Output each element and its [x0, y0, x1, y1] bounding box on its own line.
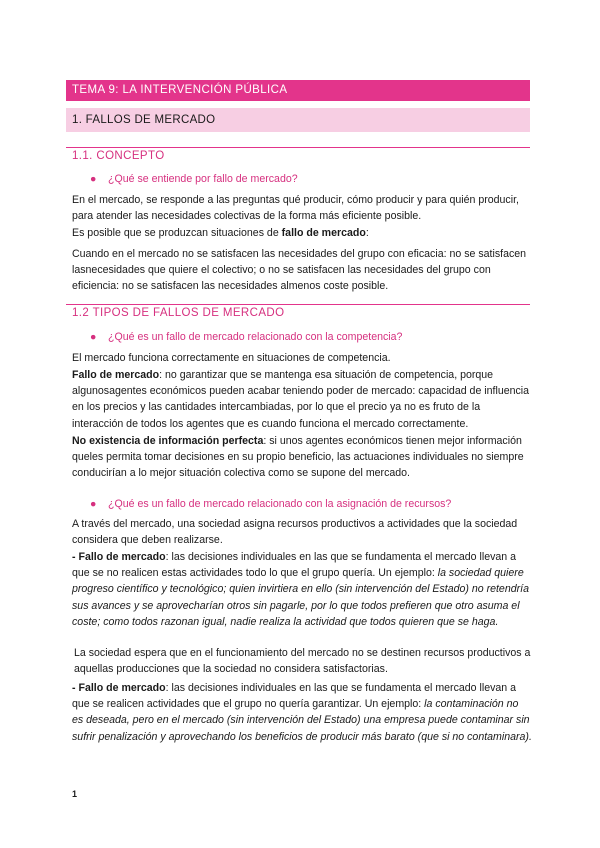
- bullet-icon: ●: [90, 498, 97, 510]
- paragraph: - Fallo de mercado: las decisiones individuales en las que se fundamenta el mercado llevan a que se no realicen estas actividades todo lo que el grupo quería. Un ejemplo: la sociedad quiere progreso científico y tecnológico; quien invirtiera en ello (sin intervención del Estado) no retendría sus avances y se aprovecharían otros sin pagarle, por lo que todos prefieren que otro asuma el coste; como todos razonan igual, nadie realiza la actividad que todos quieren que se haga.: [72, 551, 529, 628]
- subsection-heading-types: 1.2 TIPOS DE FALLOS DE MERCADO: [66, 304, 530, 322]
- subsection-heading-concept: 1.1. CONCEPTO: [66, 147, 530, 165]
- bullet-question: ● ¿Qué se entiende por fallo de mercado?: [90, 173, 298, 185]
- bullet-question: ● ¿Qué es un fallo de mercado relacionado con la asignación de recursos?: [90, 498, 452, 510]
- paragraph: Fallo de mercado: no garantizar que se mantenga esa situación de competencia, porque algunosagentes económicos pueden acabar teniendo poder de mercado: capacidad de influencia en los precios y las cantidades intercambiadas, por lo que el precio ya no es fruto de la interacción de todos los agentes que es cuando funciona el mercado correctamente.: [72, 369, 530, 430]
- bullet-question: ● ¿Qué es un fallo de mercado relacionado con la competencia?: [90, 331, 403, 343]
- paragraph: La sociedad espera que en el funcionamiento del mercado no se destinen recursos productivos a aquellas producciones que la sociedad no considera satisfactorias.: [74, 647, 531, 676]
- paragraph: Cuando en el mercado no se satisfacen las necesidades del grupo con eficacia: no se satisfacen lasnecesidades que quiere el colectivo; o no se satisfacen las necesidades del grupo con eficiencia: no se satisfacen las necesidades almenos coste posible.: [72, 248, 527, 293]
- bullet-icon: ●: [90, 331, 97, 343]
- paragraph: El mercado funciona correctamente en situaciones de competencia.: [72, 352, 391, 364]
- paragraph: No existencia de información perfecta: si unos agentes económicos tienen mejor información queles permita tomar decisiones en su propio beneficio, las actuaciones individuales no siempre conducirían a lo mejor situación colectiva como se supone del mercado.: [72, 435, 524, 480]
- chapter-title: TEMA 9: LA INTERVENCIÓN PÚBLICA: [66, 80, 530, 101]
- paragraph: A través del mercado, una sociedad asigna recursos productivos a actividades que la sociedad considera que deben realizarse.: [72, 518, 518, 547]
- paragraph: - Fallo de mercado: las decisiones individuales en las que se fundamenta el mercado llevan a que se realicen actividades que el grupo no quería garantizar. Un ejemplo: la contaminación no es deseada, pero en el mercado (sin intervención del Estado) una empresa puede contaminar sin sufrir penalización y aprovechando los beneficios de producir más barato (que si no contaminara).: [72, 682, 532, 743]
- page-number: 1: [72, 789, 78, 799]
- paragraph: Es posible que se produzcan situaciones de fallo de mercado:: [72, 227, 369, 239]
- paragraph: En el mercado, se responde a las preguntas qué producir, cómo producir y para quién producir, para atender las necesidades colectivas de la forma más eficiente posible.: [72, 194, 519, 223]
- bullet-icon: ●: [90, 173, 97, 185]
- section-heading: 1. FALLOS DE MERCADO: [66, 108, 530, 132]
